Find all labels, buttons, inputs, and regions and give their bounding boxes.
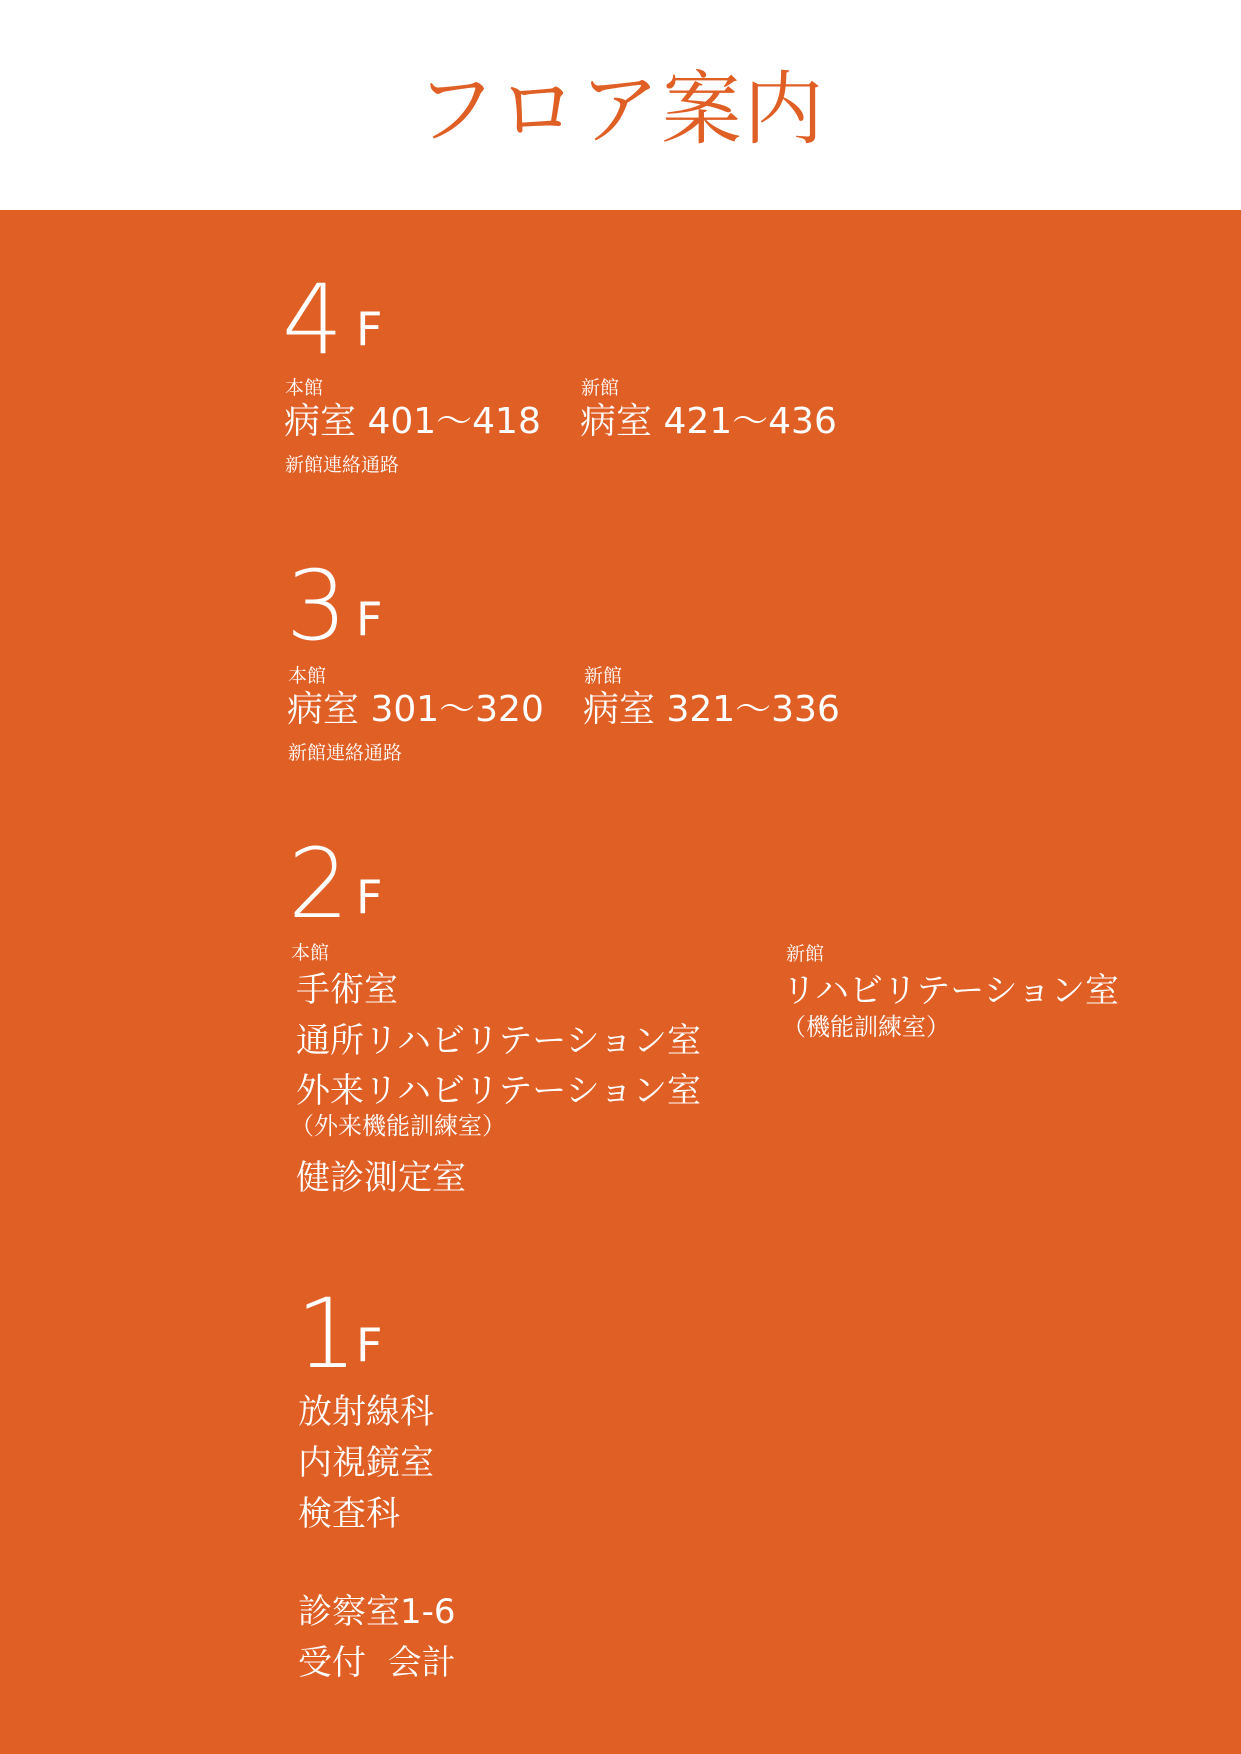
link-corridor-label: 新館連絡通路 [288, 742, 403, 764]
floor-unit: F [356, 1318, 383, 1372]
floor-unit: F [356, 592, 383, 646]
main-building-rooms: 病室 401〜418 [284, 401, 541, 442]
new-building-rooms: 病室 321〜336 [583, 689, 840, 730]
main-building-rooms: 病室 301〜320 [287, 689, 544, 730]
new-building-room: リハビリテーション室 [782, 971, 1119, 1011]
room-item: 手術室 [296, 970, 398, 1010]
main-building-label: 本館 [288, 665, 327, 687]
room-item: 外来リハビリテーション室 [296, 1071, 701, 1111]
room-item: 放射線科 [298, 1392, 434, 1432]
floor-number: 2 [288, 828, 350, 940]
room-note: （外来機能訓練室） [290, 1112, 506, 1140]
room-item: 診察室1-6 [298, 1592, 456, 1632]
floor-panel [0, 210, 1241, 1754]
floor-number: 4 [282, 264, 344, 376]
main-building-label: 本館 [285, 377, 324, 399]
room-item: 検査科 [298, 1494, 400, 1534]
room-item: 通所リハビリテーション室 [296, 1021, 701, 1061]
new-building-label: 新館 [786, 943, 825, 965]
new-building-label: 新館 [581, 377, 620, 399]
page-title: フロア案内 [415, 63, 826, 156]
new-building-label: 新館 [584, 665, 623, 687]
room-item: 健診測定室 [296, 1158, 466, 1198]
link-corridor-label: 新館連絡通路 [285, 454, 400, 476]
room-item: 受付 会計 [298, 1643, 456, 1683]
header [0, 0, 1241, 210]
room-note: （機能訓練室） [782, 1013, 950, 1041]
floor-unit: F [356, 302, 383, 356]
floor-number: 3 [286, 550, 348, 662]
room-item: 内視鏡室 [298, 1443, 434, 1483]
new-building-rooms: 病室 421〜436 [580, 401, 837, 442]
floor-unit: F [356, 870, 383, 924]
floor-number: 1 [296, 1278, 358, 1390]
main-building-label: 本館 [291, 942, 330, 964]
